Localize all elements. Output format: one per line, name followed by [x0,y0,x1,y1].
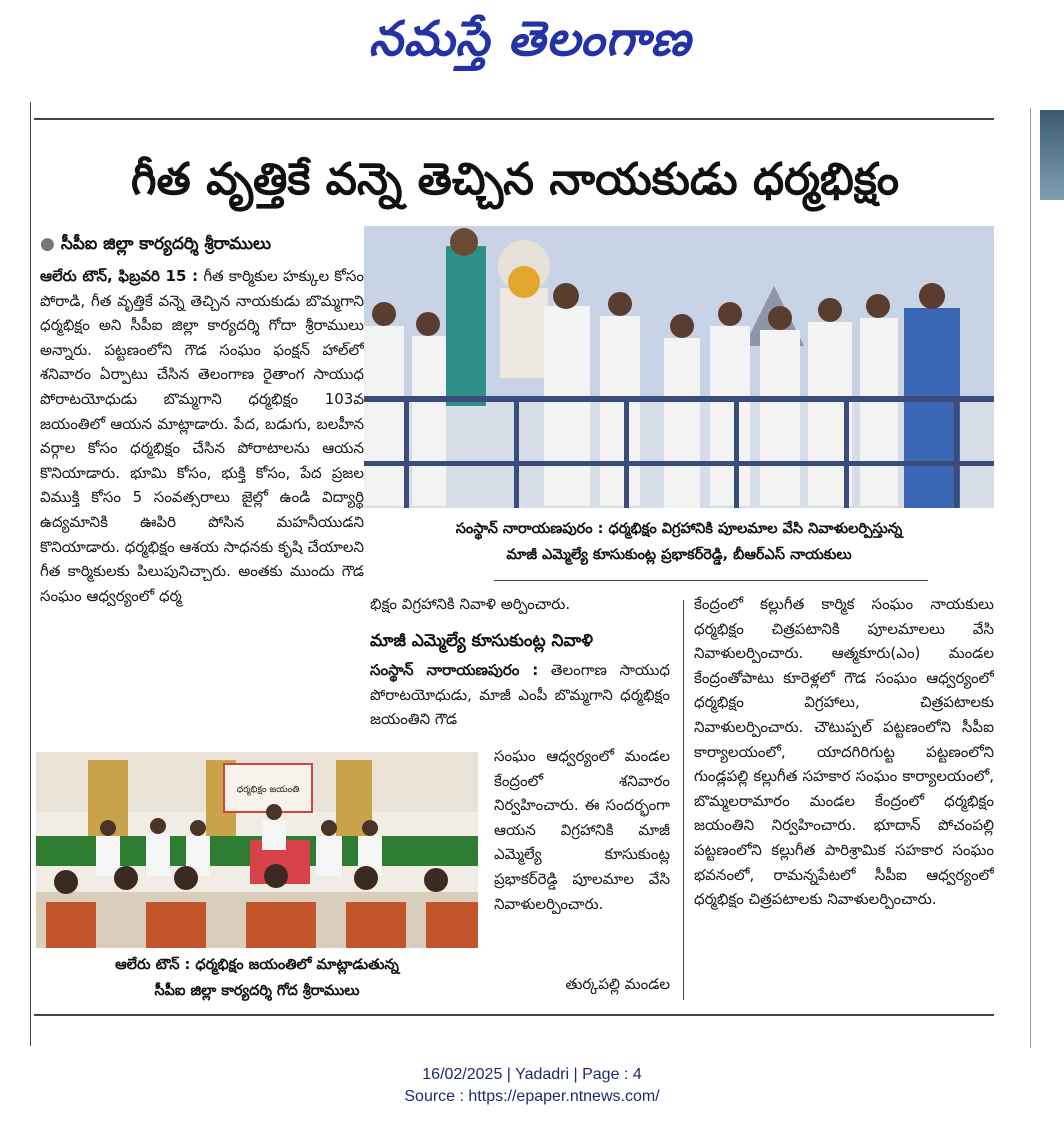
photo1-caption-line2: మాజీ ఎమ్మెల్యే కూసుకుంట్ల ప్రభాకర్‌రెడ్డి, బీఆర్‌ఎస్ నాయకులు [506,547,852,563]
page-footer [0,1064,1064,1108]
caption-divider [494,580,928,581]
photo1-caption-line1: సంస్థాన్ నారాయణపురం : ధర్మభిక్షం విగ్రహానికి పూలమాల వేసి నివాళులర్పిస్తున్న [455,521,903,537]
photo2-banner-text: ధర్మభిక్షం జయంతి [236,785,300,795]
bullet-icon: ● [40,234,55,254]
headline: గీత వృత్తికే వన్నె తెచ్చిన నాయకుడు ధర్మభిక్షం [130,154,900,205]
column2-subtitle: మాజీ ఎమ్మెల్యే కూసుకుంట్ల నివాళి [370,631,593,651]
column3-body: కేంద్రంలో కల్లుగీత కార్మిక సంఘం నాయకులు ధర్మభిక్షం చిత్రపటానికి పూలమాలలు వేసి నివాళులర్పించారు. ఆత్మకూరు(ఎం) మండల కేంద్రంతోపాటు కూరెళ్లలో గౌడ సంఘం ఆధ్వర్యంలో ధర్మభిక్షం విగ్రహాలు, చిత్రపటాలకు నివాళులర్పించారు. చౌటుప్పల్ పట్టణంలోని సీపీఐ కార్యాలయంలో, యాదగిరిగుట్ట పట్టణంలోని గుండ్లపల్లి కల్లుగీత సహకార సంఘం కార్యాలయంలో, బొమ్మలరామారం మండల కేంద్రంలో ధర్మభిక్షం జయంతిని నిర్వహించారు. భూదాన్ పోచంపల్లి పట్టణంలోని కల్లుగీత పారిశ్రామిక సహకార సంఘం భవనంలో, రామన్నపేటలో సీపీఐ ఆధ్వర్యంలో ధర్మభిక్షం చిత్రపటాలకు నివాళులర్పించారు. [694,595,994,909]
photo2-caption-line2: సీపీఐ జిల్లా కార్యదర్శి గోద శ్రీరాములు [154,983,360,999]
photo-statue-illustration [364,226,994,508]
column1-body: గీత కార్మికుల హక్కుల కోసం పోరాడి, గీత వృత్తికే వన్నె తెచ్చిన నాయకుడు బొమ్మగాని ధర్మభిక్షం అని సీపీఐ జిల్లా కార్యదర్శి గోదా శ్రీరాములు అన్నారు. పట్టణంలోని గౌడ సంఘం ఫంక్షన్ హాల్‌లో శనివారం ఏర్పాటు చేసిన తెలంగాణ రైతాంగ సాయుధ పోరాటయోధుడు బొమ్మగాని ధర్మభిక్షం 103వ జయంతిలో ఆయన మాట్లాడారు. పేద, బడుగు, బలహీన వర్గాల కోసం ధర్మభిక్షం చేసిన పోరాటాలను ఆయన కొనియాడారు. భూమి కోసం, భుక్తి కోసం, పేద ప్రజల విముక్తి కోసం 5 సంవత్సరాలు జైల్లో ఉండి విద్యార్థి ఉద్యమానికి ఊపిరి పోసిన మహనీయుడని కొనియాడారు. ధర్మభిక్షం ఆశయ సాధనకు కృషి చేయాలని గీత కార్మికులకు పిలుపునిచ్చారు. అంతకు ముందు గౌడ సంఘం ఆధ్వర్యంలో ధర్మ [40,267,364,605]
bottom-rule [34,1014,994,1016]
photo-statue-garlanding [364,226,994,508]
photo-meeting-hall [36,752,478,948]
photo2-caption-line1: ఆలేరు టౌన్ : ధర్మభిక్షం జయంతిలో మాట్లాడుతున్న [115,957,399,973]
column2-dateline: సంస్థాన్ నారాయణపురం : [370,661,539,679]
subheadline-text: సీపీఐ జిల్లా కార్యదర్శి శ్రీరాములు [60,234,271,254]
article-column-2-middle [370,658,670,734]
article-column-3 [694,592,994,1004]
column2-body-top: తెలంగాణ సాయుధ పోరాటయోధుడు, మాజీ ఎంపీ బొమ్మగాని ధర్మభిక్షం జయంతిని గౌడ [370,661,670,729]
masthead [0,0,1064,80]
right-column-rule [1030,108,1031,1048]
article-column-2-top [370,592,670,617]
article-column-2-bottom [494,744,670,972]
column2-lead: భిక్షం విగ్రహానికి నివాళి అర్పించారు. [370,595,571,613]
column-divider [683,600,684,1000]
subheadline [40,230,360,258]
dateline: ఆలేరు టౌన్, ఫిబ్రవరి 15 : [40,267,199,285]
page-left-rule [30,102,31,1046]
adjacent-column-stub [1040,110,1064,200]
footer-edition-line: 16/02/2025 | Yadadri | Page : 4 [422,1066,642,1083]
photo1-caption [364,516,994,568]
headline-top-rule [34,118,994,120]
footer-source-link[interactable]: Source : https://epaper.ntnews.com/ [404,1088,660,1105]
article-column-2-tail [530,972,670,997]
newspaper-logo: నమస్తే తెలంగాణ [368,11,692,67]
photo-meeting-illustration [36,752,478,948]
column2-tail: తుర్కపల్లి మండల [565,975,670,993]
photo2-caption [36,952,478,1004]
article-column-1 [40,264,364,744]
column2-body-bottom: సంఘం ఆధ్వర్యంలో మండల కేంద్రంలో శనివారం నిర్వహించారు. ఈ సందర్భంగా ఆయన విగ్రహానికి మాజీ ఎమ్మెల్యే కూసుకుంట్ల ప్రభాకర్‌రెడ్డి పూలమాల వేసి నివాళులర్పించారు. [494,747,670,913]
